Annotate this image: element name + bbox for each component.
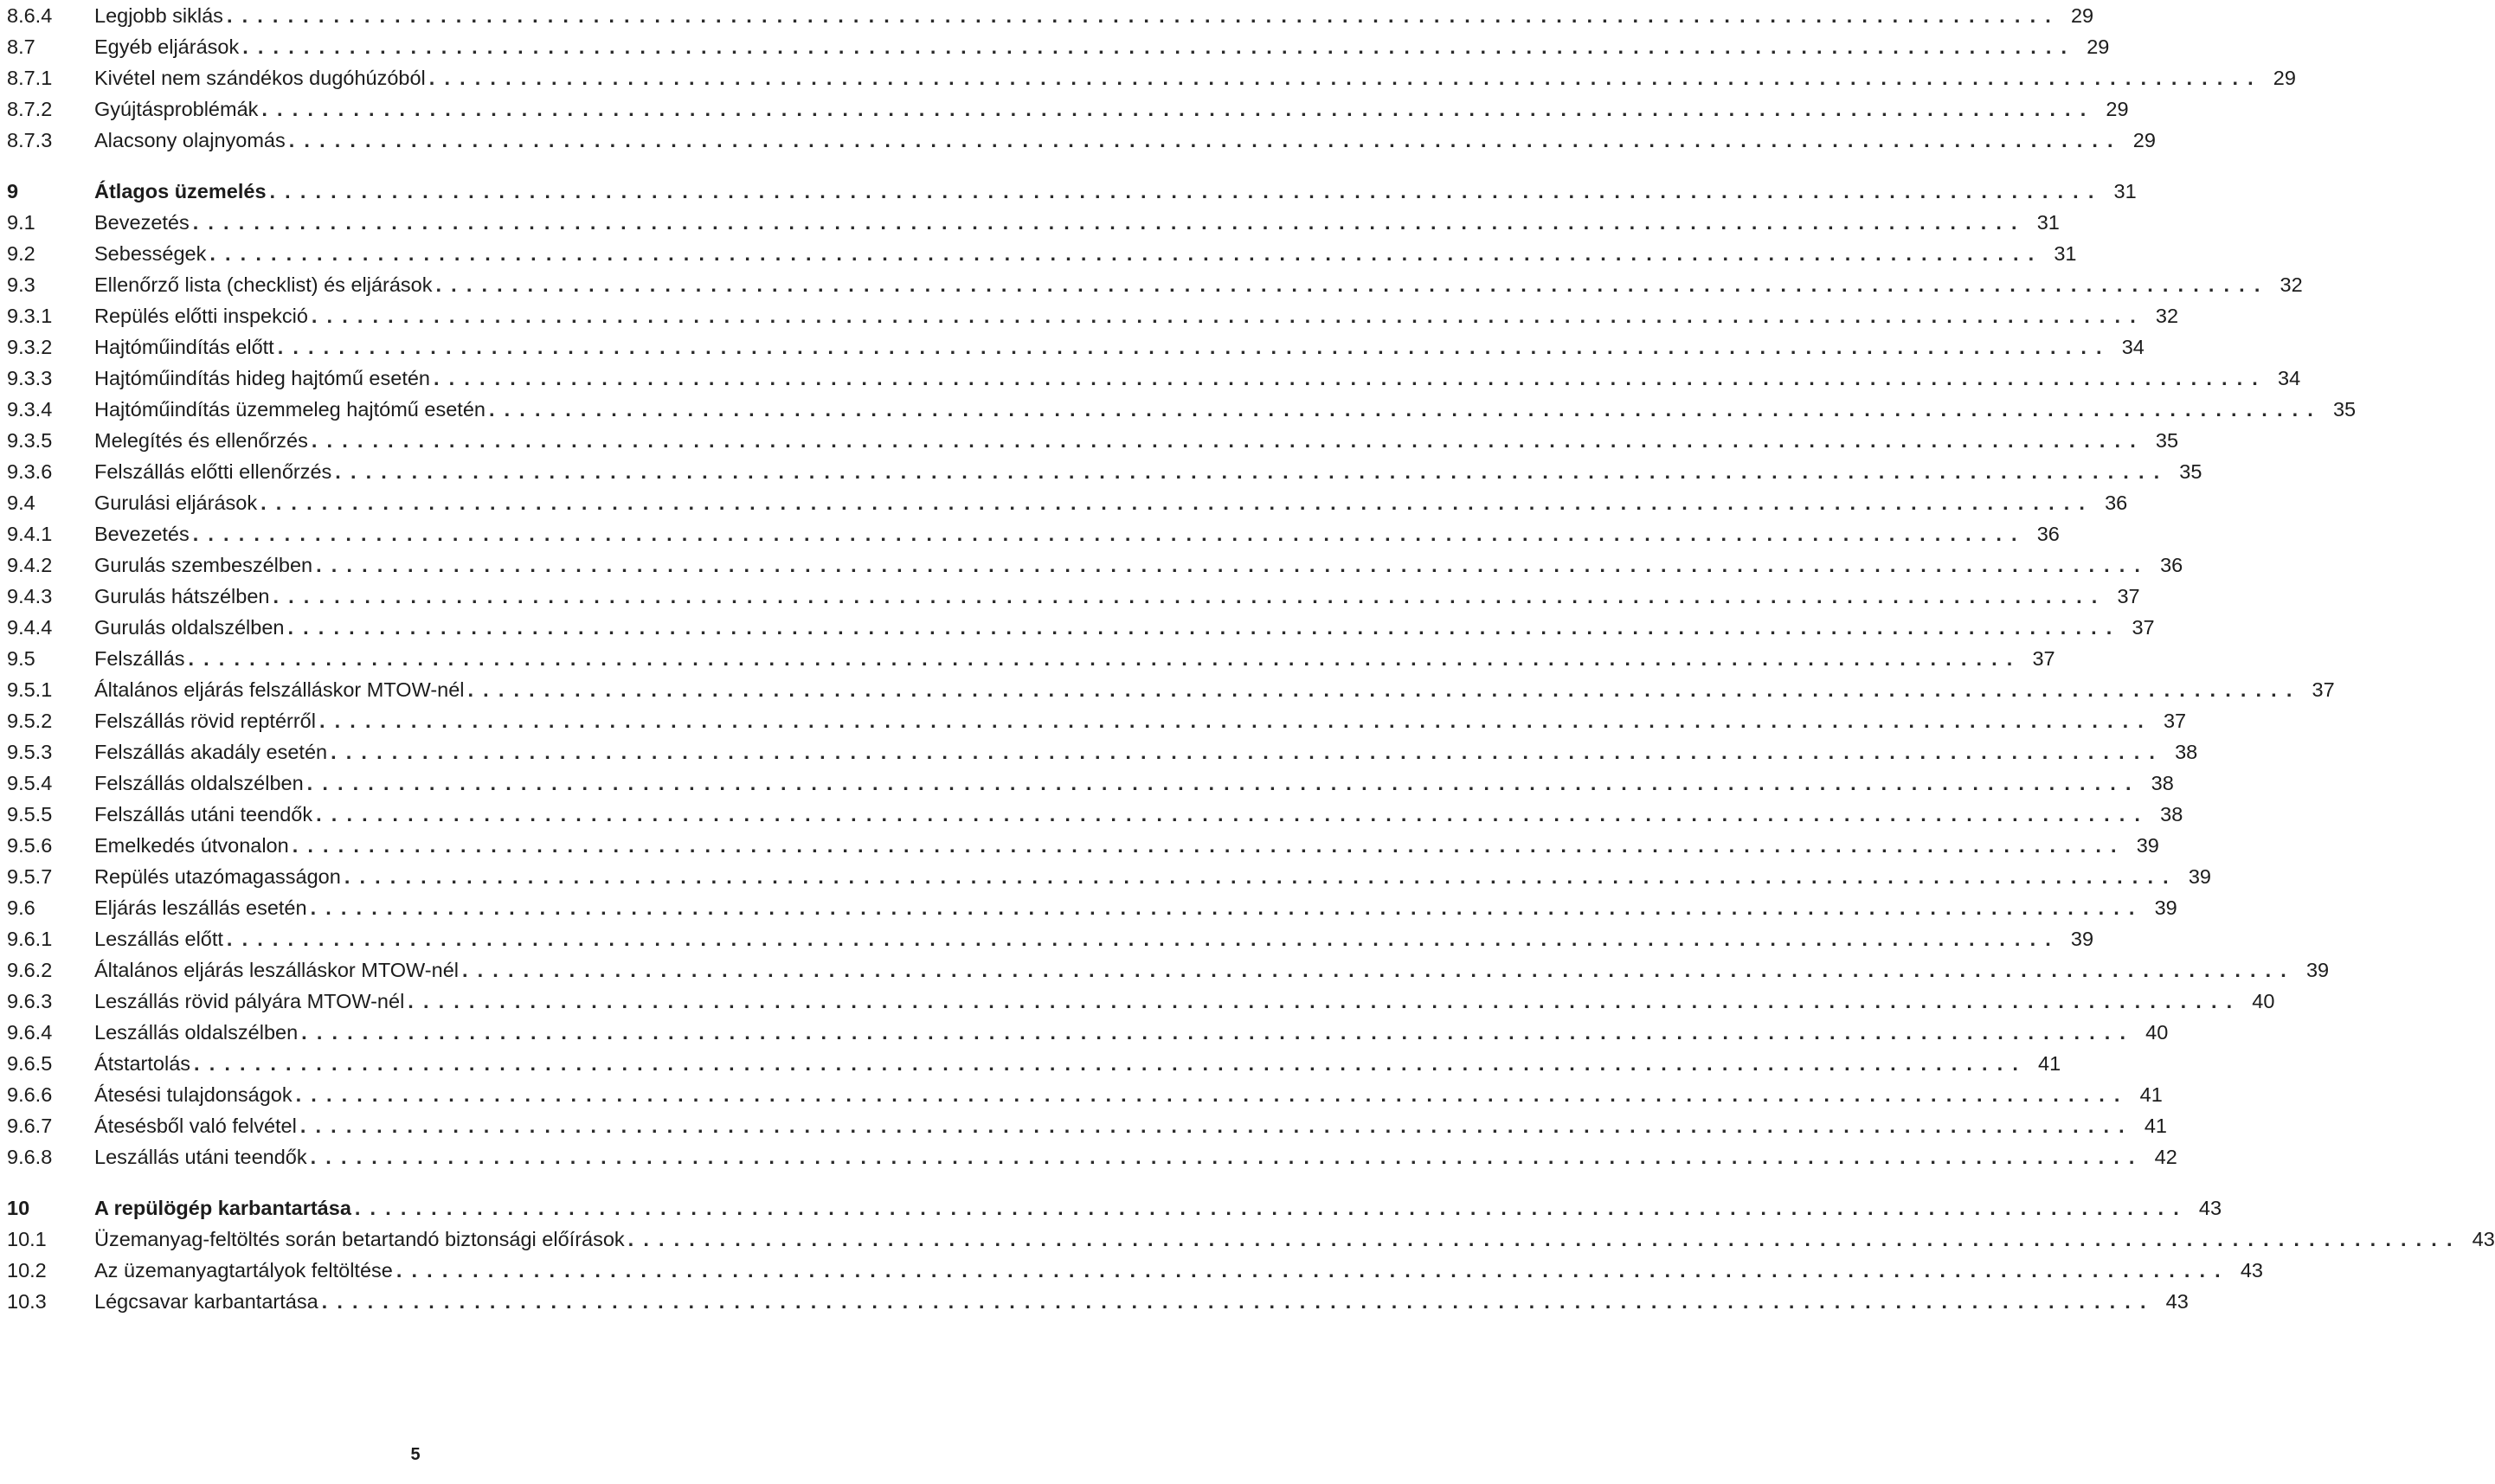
section-number: 10.1 — [7, 1228, 47, 1250]
dot-leader: . . . . . . . . . . . . . . . . . . . . . . . . . . . . . . . . . . . . . . . . . . . . . . . . . . . . . . . . . . . . . . . . . . . . . . . . . . . . . . . . . . . . . . . . . . . . . . . . . . . . . . . . . . . . . . . . . . . . . . . . — [344, 865, 2170, 888]
dot-leader: . . . . . . . . . . . . . . . . . . . . . . . . . . . . . . . . . . . . . . . . . . . . . . . . . . . . . . . . . . . . . . . . . . . . . . . . . . . . . . . . . . . . . . . . . . . . . . . . . . . . . . . . . . . . . . . . . . . . . . . . — [428, 67, 2255, 89]
section-number: 9.6.8 — [7, 1146, 53, 1168]
section-title: A repülögép karbantartása — [94, 1197, 351, 1219]
dot-leader: . . . . . . . . . . . . . . . . . . . . . . . . . . . . . . . . . . . . . . . . . . . . . . . . . . . . . . . . . . . . . . . . . . . . . . . . . . . . . . . . . . . . . . . . . . . . . . . . . . . . . . . . . . . . . . . . . . . . . . . . — [408, 990, 2235, 1012]
dot-leader: . . . . . . . . . . . . . . . . . . . . . . . . . . . . . . . . . . . . . . . . . . . . . . . . . . . . . . . . . . . . . . . . . . . . . . . . . . . . . . . . . . . . . . . . . . . . . . . . . . . . . . . . . . . . . . . . . . . . . . . . — [434, 367, 2260, 389]
section-title: Felszállás — [94, 647, 185, 670]
toc-entry[interactable] — [7, 923, 2094, 954]
section-title: Általános eljárás leszálláskor MTOW-nél — [94, 959, 459, 981]
section-number: 8.7.3 — [7, 129, 53, 151]
dot-leader: . . . . . . . . . . . . . . . . . . . . . . . . . . . . . . . . . . . . . . . . . . . . . . . . . . . . . . . . . . . . . . . . . . . . . . . . . . . . . . . . . . . . . . . . . . . . . . . . . . . . . . . . . . . . . . . . . . . . . . . . — [467, 678, 2294, 701]
toc-entry[interactable] — [7, 31, 2110, 62]
section-page-number: 39 — [2305, 959, 2330, 981]
section-page-number: 37 — [2312, 678, 2335, 701]
dot-leader: . . . . . . . . . . . . . . . . . . . . . . . . . . . . . . . . . . . . . . . . . . . . . . . . . . . . . . . . . . . . . . . . . . . . . . . . . . . . . . . . . . . . . . . . . . . . . . . . . . . . . . . . . . . . . . . . . . . . . . . . — [299, 1115, 2126, 1137]
section-page-number: 39 — [2070, 928, 2094, 950]
dot-leader: . . . . . . . . . . . . . . . . . . . . . . . . . . . . . . . . . . . . . . . . . . . . . . . . . . . . . . . . . . . . . . . . . . . . . . . . . . . . . . . . . . . . . . . . . . . . . . . . . . . . . . . . . . . . . . . . . . . . . . . . — [192, 523, 2019, 545]
dot-leader: . . . . . . . . . . . . . . . . . . . . . . . . . . . . . . . . . . . . . . . . . . . . . . . . . . . . . . . . . . . . . . . . . . . . . . . . . . . . . . . . . . . . . . . . . . . . . . . . . . . . . . . . . . . . . . . . . . . . . . . . — [318, 710, 2146, 732]
section-number: 9.6.6 — [7, 1083, 53, 1106]
section-title: Leszállás előtt — [94, 928, 223, 950]
toc-entry[interactable] — [7, 1048, 2061, 1079]
section-page-number: 37 — [2132, 616, 2155, 639]
section-title: Leszállás rövid pályára MTOW-nél — [94, 990, 405, 1012]
dot-leader: . . . . . . . . . . . . . . . . . . . . . . . . . . . . . . . . . . . . . . . . . . . . . . . . . . . . . . . . . . . . . . . . . . . . . . . . . . . . . . . . . . . . . . . . . . . . . . . . . . . . . . . . . . . . . . . . . . . . . . . . — [354, 1197, 2182, 1219]
section-number: 9.5.6 — [7, 834, 53, 857]
section-page-number: 31 — [2036, 211, 2060, 234]
toc-chapter-entry[interactable] — [7, 176, 2137, 207]
dot-leader: . . . . . . . . . . . . . . . . . . . . . . . . . . . . . . . . . . . . . . . . . . . . . . . . . . . . . . . . . . . . . . . . . . . . . . . . . . . . . . . . . . . . . . . . . . . . . . . . . . . . . . . . . . . . . . . . . . . . . . . . — [226, 928, 2054, 950]
section-title: Leszállás oldalszélben — [94, 1021, 299, 1044]
dot-leader: . . . . . . . . . . . . . . . . . . . . . . . . . . . . . . . . . . . . . . . . . . . . . . . . . . . . . . . . . . . . . . . . . . . . . . . . . . . . . . . . . . . . . . . . . . . . . . . . . . . . . . . . . . . . . . . . . . . . . . . . — [188, 647, 2015, 670]
toc-entry[interactable] — [7, 612, 2155, 643]
section-title: Felszállás utáni teendők — [94, 803, 313, 826]
dot-leader: . . . . . . . . . . . . . . . . . . . . . . . . . . . . . . . . . . . . . . . . . . . . . . . . . . . . . . . . . . . . . . . . . . . . . . . . . . . . . . . . . . . . . . . . . . . . . . . . . . . . . . . . . . . . . . . . . . . . . . . . — [209, 242, 2036, 265]
section-number: 9.4.2 — [7, 554, 53, 576]
toc-entry[interactable] — [7, 799, 2183, 830]
dot-leader: . . . . . . . . . . . . . . . . . . . . . . . . . . . . . . . . . . . . . . . . . . . . . . . . . . . . . . . . . . . . . . . . . . . . . . . . . . . . . . . . . . . . . . . . . . . . . . . . . . . . . . . . . . . . . . . . . . . . . . . . — [260, 491, 2087, 514]
section-number: 9.6.3 — [7, 990, 53, 1012]
section-page-number: 32 — [2280, 273, 2303, 296]
section-number: 9.1 — [7, 211, 35, 234]
toc-entry[interactable] — [7, 363, 2301, 394]
toc-entry[interactable] — [7, 1224, 2495, 1255]
dot-leader: . . . . . . . . . . . . . . . . . . . . . . . . . . . . . . . . . . . . . . . . . . . . . . . . . . . . . . . . . . . . . . . . . . . . . . . . . . . . . . . . . . . . . . . . . . . . . . . . . . . . . . . . . . . . . . . . . . . . . . . . — [242, 35, 2069, 58]
section-title: Felszállás előtti ellenőrzés — [94, 460, 332, 483]
dot-leader: . . . . . . . . . . . . . . . . . . . . . . . . . . . . . . . . . . . . . . . . . . . . . . . . . . . . . . . . . . . . . . . . . . . . . . . . . . . . . . . . . . . . . . . . . . . . . . . . . . . . . . . . . . . . . . . . . . . . . . . . — [310, 1146, 2137, 1168]
toc-entry[interactable] — [7, 986, 2275, 1017]
section-number: 9.5 — [7, 647, 35, 670]
section-number: 9 — [7, 180, 19, 202]
section-title: Legjobb siklás — [94, 4, 223, 27]
section-page-number: 34 — [2121, 336, 2145, 358]
section-title: Gurulás hátszélben — [94, 585, 270, 607]
section-page-number: 37 — [2163, 710, 2187, 732]
section-page-number: 41 — [2139, 1083, 2163, 1106]
section-number: 10.3 — [7, 1290, 47, 1313]
toc-entry[interactable] — [7, 62, 2296, 93]
section-number: 9.4.4 — [7, 616, 53, 639]
section-title: Ellenőrző lista (checklist) és eljárások — [94, 273, 433, 296]
section-page-number: 41 — [2144, 1115, 2167, 1137]
section-title: Átlagos üzemelés — [94, 180, 267, 202]
section-page-number: 43 — [2240, 1259, 2263, 1282]
toc-entry[interactable] — [7, 549, 2183, 581]
section-title: Repülés utazómagasságon — [94, 865, 341, 888]
section-title: Általános eljárás felszálláskor MTOW-nél — [94, 678, 465, 701]
section-number: 9.5.4 — [7, 772, 53, 794]
section-page-number: 43 — [2198, 1197, 2222, 1219]
dot-leader: . . . . . . . . . . . . . . . . . . . . . . . . . . . . . . . . . . . . . . . . . . . . . . . . . . . . . . . . . . . . . . . . . . . . . . . . . . . . . . . . . . . . . . . . . . . . . . . . . . . . . . . . . . . . . . . . . . . . . . . . — [316, 803, 2143, 826]
section-page-number: 37 — [2117, 585, 2140, 607]
dot-leader: . . . . . . . . . . . . . . . . . . . . . . . . . . . . . . . . . . . . . . . . . . . . . . . . . . . . . . . . . . . . . . . . . . . . . . . . . . . . . . . . . . . . . . . . . . . . . . . . . . . . . . . . . . . . . . . . . . . . . . . . — [287, 616, 2114, 639]
toc-entry[interactable] — [7, 269, 2303, 300]
section-page-number: 29 — [2106, 98, 2129, 120]
section-title: Bevezetés — [94, 523, 190, 545]
dot-leader: . . . . . . . . . . . . . . . . . . . . . . . . . . . . . . . . . . . . . . . . . . . . . . . . . . . . . . . . . . . . . . . . . . . . . . . . . . . . . . . . . . . . . . . . . . . . . . . . . . . . . . . . . . . . . . . . . . . . . . . . — [310, 896, 2137, 919]
section-number: 9.6.5 — [7, 1052, 53, 1075]
section-number: 8.6.4 — [7, 4, 53, 27]
dot-leader: . . . . . . . . . . . . . . . . . . . . . . . . . . . . . . . . . . . . . . . . . . . . . . . . . . . . . . . . . . . . . . . . . . . . . . . . . . . . . . . . . . . . . . . . . . . . . . . . . . . . . . . . . . . . . . . . . . . . . . . . — [192, 211, 2019, 234]
toc-entry[interactable] — [7, 331, 2145, 363]
section-title: Sebességek — [94, 242, 207, 265]
section-title: Emelkedés útvonalon — [94, 834, 289, 857]
toc-entry[interactable] — [7, 892, 2177, 923]
section-page-number: 39 — [2188, 865, 2211, 888]
section-page-number: 35 — [2332, 398, 2357, 421]
section-number: 9.4.1 — [7, 523, 53, 545]
section-number: 9.5.2 — [7, 710, 53, 732]
dot-leader: . . . . . . . . . . . . . . . . . . . . . . . . . . . . . . . . . . . . . . . . . . . . . . . . . . . . . . . . . . . . . . . . . . . . . . . . . . . . . . . . . . . . . . . . . . . . . . . . . . . . . . . . . . . . . . . . . . . . . . . . — [311, 429, 2138, 452]
section-title: Az üzemanyagtartályok feltöltése — [94, 1259, 393, 1282]
section-title: Leszállás utáni teendők — [94, 1146, 307, 1168]
toc-entry[interactable] — [7, 518, 2060, 549]
section-page-number: 40 — [2145, 1021, 2169, 1044]
section-title: Gurulási eljárások — [94, 491, 258, 514]
section-title: Gurulás oldalszélben — [94, 616, 285, 639]
section-number: 9.3.3 — [7, 367, 53, 389]
page-number: 5 — [410, 1445, 421, 1464]
toc-entry[interactable] — [7, 1017, 2169, 1048]
dot-leader: . . . . . . . . . . . . . . . . . . . . . . . . . . . . . . . . . . . . . . . . . . . . . . . . . . . . . . . . . . . . . . . . . . . . . . . . . . . . . . . . . . . . . . . . . . . . . . . . . . . . . . . . . . . . . . . . . . . . . . . . — [488, 398, 2316, 421]
section-title: Átesésből való felvétel — [94, 1115, 297, 1137]
section-page-number: 29 — [2070, 4, 2094, 27]
section-page-number: 36 — [2105, 491, 2128, 514]
dot-leader: . . . . . . . . . . . . . . . . . . . . . . . . . . . . . . . . . . . . . . . . . . . . . . . . . . . . . . . . . . . . . . . . . . . . . . . . . . . . . . . . . . . . . . . . . . . . . . . . . . . . . . . . . . . . . . . . . . . . . . . . — [288, 129, 2115, 151]
toc-entry[interactable] — [7, 300, 2179, 331]
section-number: 9.5.5 — [7, 803, 53, 826]
section-page-number: 43 — [2165, 1290, 2189, 1313]
section-number: 9.6.2 — [7, 959, 53, 981]
section-title: Gurulás szembeszélben — [94, 554, 313, 576]
section-title: Bevezetés — [94, 211, 190, 234]
section-title: Légcsavar karbantartása — [94, 1290, 318, 1313]
toc-chapter-entry[interactable] — [7, 1192, 2222, 1224]
section-title: Átstartolás — [94, 1052, 191, 1075]
section-page-number: 40 — [2252, 990, 2275, 1012]
toc-entry[interactable] — [7, 0, 2094, 31]
toc-entry[interactable] — [7, 238, 2077, 269]
section-page-number: 39 — [2154, 896, 2177, 919]
dot-leader: . . . . . . . . . . . . . . . . . . . . . . . . . . . . . . . . . . . . . . . . . . . . . . . . . . . . . . . . . . . . . . . . . . . . . . . . . . . . . . . . . . . . . . . . . . . . . . . . . . . . . . . . . . . . . . . . . . . . . . . . — [316, 554, 2143, 576]
section-page-number: 29 — [2087, 35, 2110, 58]
section-page-number: 41 — [2038, 1052, 2061, 1075]
section-page-number: 35 — [2179, 460, 2202, 483]
section-title: Felszállás oldalszélben — [94, 772, 304, 794]
dot-leader: . . . . . . . . . . . . . . . . . . . . . . . . . . . . . . . . . . . . . . . . . . . . . . . . . . . . . . . . . . . . . . . . . . . . . . . . . . . . . . . . . . . . . . . . . . . . . . . . . . . . . . . . . . . . . . . . . . . . . . . . — [295, 1083, 2122, 1106]
section-number: 9.2 — [7, 242, 35, 265]
section-page-number: 31 — [2113, 180, 2137, 202]
section-page-number: 39 — [2136, 834, 2159, 857]
section-page-number: 35 — [2155, 429, 2179, 452]
section-page-number: 38 — [2151, 772, 2174, 794]
section-number: 8.7.1 — [7, 67, 53, 89]
toc-entry[interactable] — [7, 1286, 2189, 1317]
section-title: Egyéb eljárások — [94, 35, 240, 58]
dot-leader: . . . . . . . . . . . . . . . . . . . . . . . . . . . . . . . . . . . . . . . . . . . . . . . . . . . . . . . . . . . . . . . . . . . . . . . . . . . . . . . . . . . . . . . . . . . . . . . . . . . . . . . . . . . . . . . . . . . . . . . . — [395, 1259, 2222, 1282]
dot-leader: . . . . . . . . . . . . . . . . . . . . . . . . . . . . . . . . . . . . . . . . . . . . . . . . . . . . . . . . . . . . . . . . . . . . . . . . . . . . . . . . . . . . . . . . . . . . . . . . . . . . . . . . . . . . . . . . . . . . . . . . — [194, 1052, 2021, 1075]
toc-entry[interactable] — [7, 861, 2211, 892]
toc-entry[interactable] — [7, 674, 2335, 705]
toc-entry[interactable] — [7, 93, 2129, 125]
section-page-number: 29 — [2273, 67, 2296, 89]
dot-leader: . . . . . . . . . . . . . . . . . . . . . . . . . . . . . . . . . . . . . . . . . . . . . . . . . . . . . . . . . . . . . . . . . . . . . . . . . . . . . . . . . . . . . . . . . . . . . . . . . . . . . . . . . . . . . . . . . . . . . . . . — [306, 772, 2133, 794]
section-number: 9.3 — [7, 273, 35, 296]
section-title: Hajtóműindítás előtt — [94, 336, 274, 358]
section-page-number: 31 — [2054, 242, 2077, 265]
section-number: 9.3.2 — [7, 336, 53, 358]
toc-entry[interactable] — [7, 768, 2174, 799]
section-number: 9.6 — [7, 896, 35, 919]
toc-entry[interactable] — [7, 125, 2156, 156]
section-number: 10 — [7, 1197, 30, 1219]
section-title: Hajtóműindítás hideg hajtómű esetén — [94, 367, 430, 389]
section-title: Hajtóműindítás üzemmeleg hajtómű esetén — [94, 398, 485, 421]
section-title: Üzemanyag-feltöltés során betartandó biztonsági előírások — [94, 1228, 625, 1250]
section-number: 9.6.1 — [7, 928, 53, 950]
dot-leader: . . . . . . . . . . . . . . . . . . . . . . . . . . . . . . . . . . . . . . . . . . . . . . . . . . . . . . . . . . . . . . . . . . . . . . . . . . . . . . . . . . . . . . . . . . . . . . . . . . . . . . . . . . . . . . . . . . . . . . . . — [277, 336, 2104, 358]
dot-leader: . . . . . . . . . . . . . . . . . . . . . . . . . . . . . . . . . . . . . . . . . . . . . . . . . . . . . . . . . . . . . . . . . . . . . . . . . . . . . . . . . . . . . . . . . . . . . . . . . . . . . . . . . . . . . . . . . . . . . . . . — [226, 4, 2054, 27]
section-number: 9.3.5 — [7, 429, 53, 452]
section-page-number: 38 — [2175, 741, 2198, 763]
dot-leader: . . . . . . . . . . . . . . . . . . . . . . . . . . . . . . . . . . . . . . . . . . . . . . . . . . . . . . . . . . . . . . . . . . . . . . . . . . . . . . . . . . . . . . . . . . . . . . . . . . . . . . . . . . . . . . . . . . . . . . . . — [331, 741, 2157, 763]
toc-entry[interactable] — [7, 830, 2159, 861]
section-page-number: 43 — [2472, 1228, 2495, 1250]
section-number: 9.5.7 — [7, 865, 53, 888]
dot-leader: . . . . . . . . . . . . . . . . . . . . . . . . . . . . . . . . . . . . . . . . . . . . . . . . . . . . . . . . . . . . . . . . . . . . . . . . . . . . . . . . . . . . . . . . . . . . . . . . . . . . . . . . . . . . . . . . . . . . . . . . — [261, 98, 2088, 120]
toc-entry[interactable] — [7, 394, 2357, 425]
table-of-contents — [7, 0, 2495, 1317]
section-title: Kivétel nem szándékos dugóhúzóból — [94, 67, 426, 89]
section-number: 9.4.3 — [7, 585, 53, 607]
section-page-number: 37 — [2032, 647, 2055, 670]
toc-entry[interactable] — [7, 581, 2140, 612]
dot-leader: . . . . . . . . . . . . . . . . . . . . . . . . . . . . . . . . . . . . . . . . . . . . . . . . . . . . . . . . . . . . . . . . . . . . . . . . . . . . . . . . . . . . . . . . . . . . . . . . . . . . . . . . . . . . . . . . . . . . . . . . — [461, 959, 2289, 981]
section-title: Melegítés és ellenőrzés — [94, 429, 308, 452]
dot-leader: . . . . . . . . . . . . . . . . . . . . . . . . . . . . . . . . . . . . . . . . . . . . . . . . . . . . . . . . . . . . . . . . . . . . . . . . . . . . . . . . . . . . . . . . . . . . . . . . . . . . . . . . . . . . . . . . . . . . . . . . — [269, 180, 2096, 202]
section-number: 10.2 — [7, 1259, 47, 1282]
toc-entry[interactable] — [7, 643, 2055, 674]
section-number: 9.4 — [7, 491, 35, 514]
section-page-number: 36 — [2160, 554, 2183, 576]
toc-entry[interactable] — [7, 425, 2179, 456]
section-title: Átesési tulajdonságok — [94, 1083, 293, 1106]
toc-entry[interactable] — [7, 1079, 2163, 1110]
dot-leader: . . . . . . . . . . . . . . . . . . . . . . . . . . . . . . . . . . . . . . . . . . . . . . . . . . . . . . . . . . . . . . . . . . . . . . . . . . . . . . . . . . . . . . . . . . . . . . . . . . . . . . . . . . . . . . . . . . . . . . . . — [311, 305, 2138, 327]
toc-entry[interactable] — [7, 736, 2198, 768]
section-page-number: 32 — [2155, 305, 2179, 327]
toc-entry[interactable] — [7, 705, 2187, 736]
dot-leader: . . . . . . . . . . . . . . . . . . . . . . . . . . . . . . . . . . . . . . . . . . . . . . . . . . . . . . . . . . . . . . . . . . . . . . . . . . . . . . . . . . . . . . . . . . . . . . . . . . . . . . . . . . . . . . . . . . . . . . . . — [435, 273, 2262, 296]
section-number: 9.3.1 — [7, 305, 53, 327]
section-number: 9.5.1 — [7, 678, 53, 701]
toc-entry[interactable] — [7, 1255, 2263, 1286]
toc-entry[interactable] — [7, 1141, 2177, 1172]
section-title: Felszállás rövid reptérről — [94, 710, 316, 732]
section-page-number: 36 — [2036, 523, 2060, 545]
section-title: Felszállás akadály esetén — [94, 741, 328, 763]
section-title: Eljárás leszállás esetén — [94, 896, 307, 919]
section-number: 9.5.3 — [7, 741, 53, 763]
dot-leader: . . . . . . . . . . . . . . . . . . . . . . . . . . . . . . . . . . . . . . . . . . . . . . . . . . . . . . . . . . . . . . . . . . . . . . . . . . . . . . . . . . . . . . . . . . . . . . . . . . . . . . . . . . . . . . . . . . . . . . . . — [292, 834, 2119, 857]
section-title: Repülés előtti inspekció — [94, 305, 308, 327]
toc-entry[interactable] — [7, 1110, 2167, 1141]
dot-leader: . . . . . . . . . . . . . . . . . . . . . . . . . . . . . . . . . . . . . . . . . . . . . . . . . . . . . . . . . . . . . . . . . . . . . . . . . . . . . . . . . . . . . . . . . . . . . . . . . . . . . . . . . . . . . . . . . . . . . . . . — [627, 1228, 2454, 1250]
dot-leader: . . . . . . . . . . . . . . . . . . . . . . . . . . . . . . . . . . . . . . . . . . . . . . . . . . . . . . . . . . . . . . . . . . . . . . . . . . . . . . . . . . . . . . . . . . . . . . . . . . . . . . . . . . . . . . . . . . . . . . . . — [335, 460, 2162, 483]
dot-leader: . . . . . . . . . . . . . . . . . . . . . . . . . . . . . . . . . . . . . . . . . . . . . . . . . . . . . . . . . . . . . . . . . . . . . . . . . . . . . . . . . . . . . . . . . . . . . . . . . . . . . . . . . . . . . . . . . . . . . . . . — [273, 585, 2100, 607]
section-page-number: 42 — [2154, 1146, 2177, 1168]
section-number: 9.3.4 — [7, 398, 53, 421]
section-title: Gyújtásproblémák — [94, 98, 259, 120]
toc-entry[interactable] — [7, 954, 2330, 986]
toc-entry[interactable] — [7, 456, 2202, 487]
section-page-number: 34 — [2278, 367, 2301, 389]
section-number: 9.6.4 — [7, 1021, 53, 1044]
dot-leader: . . . . . . . . . . . . . . . . . . . . . . . . . . . . . . . . . . . . . . . . . . . . . . . . . . . . . . . . . . . . . . . . . . . . . . . . . . . . . . . . . . . . . . . . . . . . . . . . . . . . . . . . . . . . . . . . . . . . . . . . — [301, 1021, 2128, 1044]
section-number: 9.3.6 — [7, 460, 53, 483]
dot-leader: . . . . . . . . . . . . . . . . . . . . . . . . . . . . . . . . . . . . . . . . . . . . . . . . . . . . . . . . . . . . . . . . . . . . . . . . . . . . . . . . . . . . . . . . . . . . . . . . . . . . . . . . . . . . . . . . . . . . . . . . — [321, 1290, 2148, 1313]
section-number: 9.6.7 — [7, 1115, 53, 1137]
toc-entry[interactable] — [7, 487, 2128, 518]
section-title: Alacsony olajnyomás — [94, 129, 286, 151]
section-number: 8.7 — [7, 35, 35, 58]
section-number: 8.7.2 — [7, 98, 53, 120]
section-page-number: 29 — [2132, 129, 2156, 151]
toc-entry[interactable] — [7, 207, 2060, 238]
section-page-number: 38 — [2160, 803, 2183, 826]
